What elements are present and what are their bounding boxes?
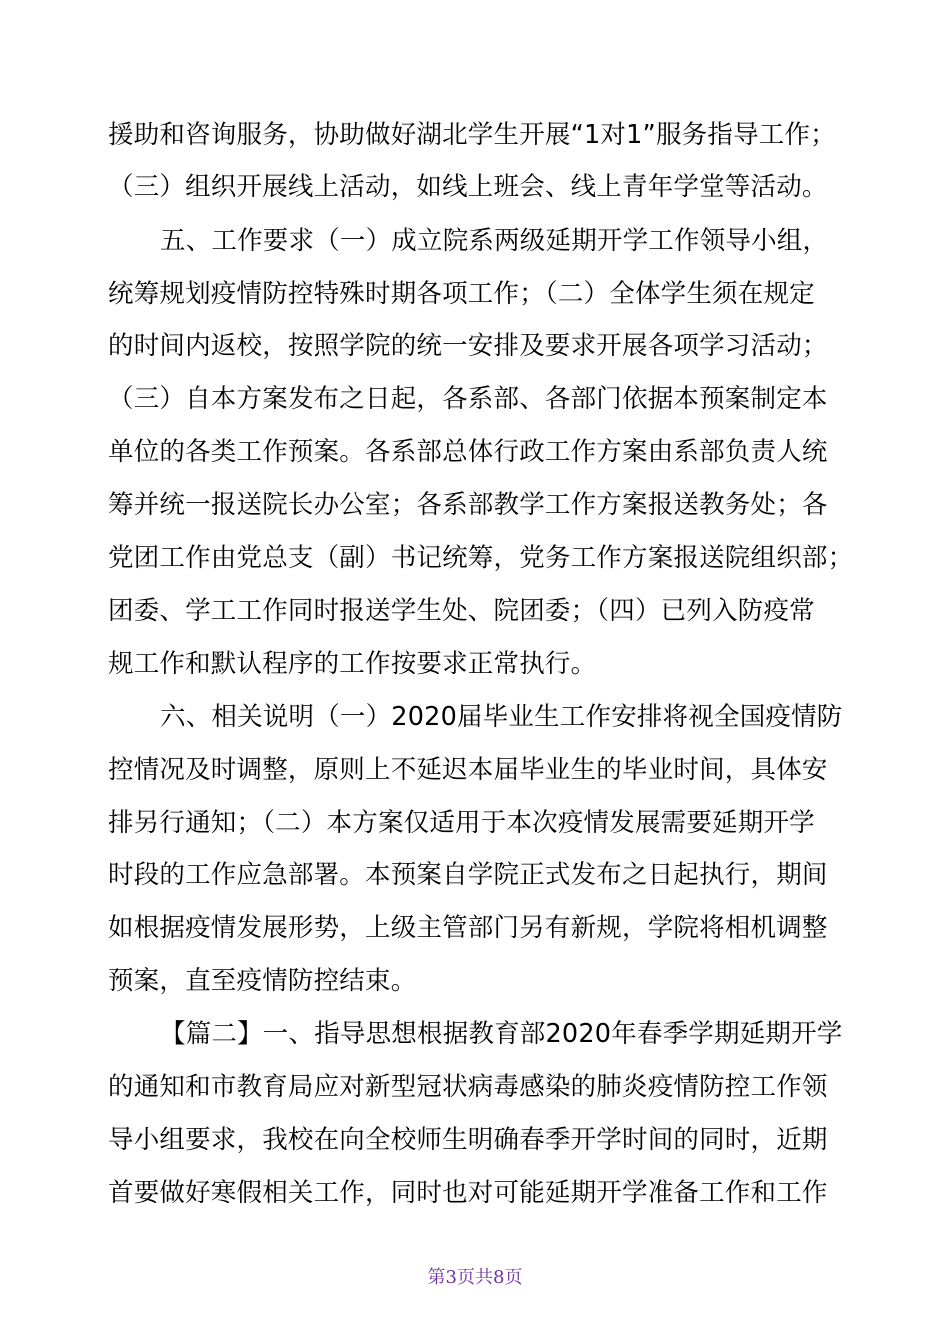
text-line-5: 的时间内返校，按照学院的统一安排及要求开展各项学习活动； [108,331,828,361]
text-line-4: 统筹规划疫情防控特殊时期各项工作；（二）全体学生须在规定 [108,279,815,309]
text-line-19: 的通知和市教育局应对新型冠状病毒感染的肺炎疫情防控工作领 [108,1072,828,1102]
text-line-16: 如根据疫情发展形势，上级主管部门另有新规，学院将相机调整 [108,913,828,943]
text-line-7: 单位的各类工作预案。各系部总体行政工作方案由系部负责人统 [108,437,828,467]
text-line-3: 五、工作要求（一）成立院系两级延期开学工作领导小组， [160,226,829,256]
page-number-footer: 第3页共8页 [427,1267,523,1288]
text-line-14: 排另行通知；（二）本方案仅适用于本次疫情发展需要延期开学 [108,808,815,838]
text-line-17: 预案，直至疫情防控结束。 [108,966,417,996]
text-line-9: 党团工作由党总支（副）书记统筹，党务工作方案报送院组织部； [108,543,854,573]
text-line-12: 六、相关说明（一）2020届毕业生工作安排将视全国疫情防 [160,702,843,732]
text-line-21: 首要做好寒假相关工作，同时也对可能延期开学准备工作和工作 [108,1178,828,1208]
text-line-10: 团委、学工工作同时报送学生处、院团委；（四）已列入防疫常 [108,596,815,626]
text-line-18: 【篇二】一、指导思想根据教育部2020年春季学期延期开学 [160,1019,843,1049]
text-line-8: 筹并统一报送院长办公室；各系部教学工作方案报送教务处；各 [108,490,828,520]
text-line-6: （三）自本方案发布之日起，各系部、各部门依据本预案制定本 [108,384,828,414]
text-line-11: 规工作和默认程序的工作按要求正常执行。 [108,649,597,679]
text-line-20: 导小组要求，我校在向全校师生明确春季开学时间的同时，近期 [108,1125,828,1155]
text-line-13: 控情况及时调整，原则上不延迟本届毕业生的毕业时间，具体安 [108,755,828,785]
text-line-2: （三）组织开展线上活动，如线上班会、线上青年学堂等活动。 [108,172,828,202]
text-line-1: 援助和咨询服务，协助做好湖北学生开展“1对1”服务指导工作； [108,120,836,150]
text-line-15: 时段的工作应急部署。本预案自学院正式发布之日起执行，期间 [108,860,828,890]
